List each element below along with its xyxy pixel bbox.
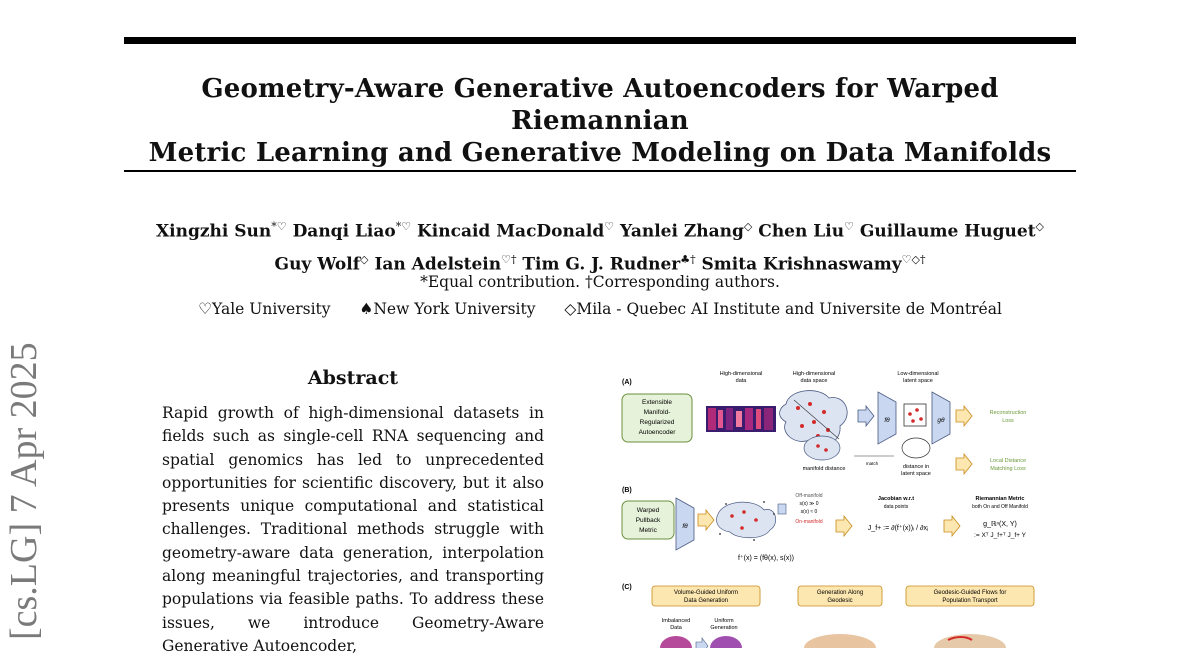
panel-a-tag: (A)	[622, 379, 632, 386]
panel-b-box-line: Warped	[636, 507, 660, 514]
arrow-icon	[858, 406, 874, 426]
panel-a-box-line: Manifold-	[643, 409, 671, 416]
jacobian-title: Jacobian w.r.t	[877, 496, 915, 502]
affiliation-yale: ♡Yale University	[198, 300, 331, 318]
author-mark: ◇	[360, 252, 369, 266]
hd-space-label: High-dimensional	[792, 371, 836, 377]
panel-b-box-line: Metric	[639, 527, 657, 534]
authors-line-1	[110, 213, 1090, 246]
manifold-distance-label: manifold distance	[802, 466, 846, 472]
s-function-box	[778, 504, 786, 514]
arrow-icon	[696, 638, 708, 648]
panel-b-box-line: Pullback	[635, 517, 661, 524]
arrow-icon	[836, 516, 852, 536]
author-name: Smita Krishnaswamy	[701, 254, 902, 275]
local-loss-label: Local Distance	[989, 458, 1027, 464]
decoder-label: gθ	[937, 417, 945, 424]
title-rule	[124, 170, 1076, 172]
hd-space-label: data space	[800, 378, 828, 384]
jacobian-subtitle: data points	[883, 504, 909, 510]
uniform-sphere	[710, 636, 742, 648]
author-mark: ♣†	[680, 252, 696, 266]
hd-data-label: High-dimensional	[719, 371, 763, 377]
imbalanced-sphere	[660, 636, 692, 648]
author-name: Tim G. J. Rudner	[522, 254, 681, 275]
ld-space-label: latent space	[903, 378, 933, 384]
affiliations	[124, 300, 1076, 318]
panel-a-box-line: Extensible	[642, 399, 672, 406]
panel-c-box-line: Generation Along	[816, 590, 864, 596]
riemannian-subtitle: both On and Off Manifold	[972, 504, 1028, 510]
author-mark: ♡†	[501, 252, 517, 266]
panel-c-box-line: Geodesic-Guided Flows for	[933, 590, 1007, 596]
off-manifold-label: Off-manifold	[795, 493, 823, 499]
data-point	[824, 448, 828, 452]
uniform-label: Generation	[710, 625, 738, 631]
local-loss-label: Matching Loss	[990, 466, 1026, 472]
heatmap-image	[706, 406, 776, 432]
author-list	[110, 213, 1090, 278]
affiliation-nyu: ♠New York University	[359, 300, 536, 318]
author-name: Kincaid MacDonald	[417, 221, 605, 242]
author-mark: ◇	[1035, 220, 1045, 233]
encoder-label: fθ	[884, 417, 890, 424]
panel-b-tag: (B)	[622, 487, 632, 494]
panel-a-box-line: Regularized	[639, 419, 675, 426]
contribution-note: *Equal contribution. †Corresponding authors.	[420, 273, 780, 291]
title-line-2: Metric Learning and Generative Modeling on Data Manifolds	[148, 138, 1052, 168]
author-name: Guy Wolf	[274, 254, 361, 275]
imbalanced-label: Imbalanced	[661, 618, 691, 624]
author-mark: ♡	[604, 220, 615, 233]
flow-torus	[934, 634, 1006, 648]
s-zero-label: s(x) ≈ 0	[800, 509, 818, 515]
panel-c-tag: (C)	[622, 584, 632, 591]
author-name: Danqi Liao	[292, 221, 396, 242]
affiliation-mila: ◇Mila - Quebec AI Institute and Universite de Montréal	[564, 300, 1002, 318]
riemannian-formula: := Xᵀ J_f+ᵀ J_f+ Y	[974, 532, 1026, 539]
arxiv-stamp: [cs.LG] 7 Apr 2025	[3, 342, 45, 640]
latent-distance-label: distance in	[902, 464, 930, 470]
latent-patch	[902, 438, 930, 458]
abstract-heading: Abstract	[307, 367, 399, 389]
fplus-formula: f⁺(x) = (fθ(x), s(x))	[738, 555, 794, 562]
title-line-1: Geometry-Aware Generative Autoencoders for Warped Riemannian	[201, 74, 999, 136]
patch-blob	[804, 436, 840, 460]
jacobian-formula: J_f+ := ∂(f⁺(x))ᵢ / ∂xⱼ	[867, 525, 929, 532]
latent-space-box	[904, 404, 926, 426]
panel-c-box-line: Volume-Guided Uniform	[673, 590, 739, 596]
author-mark: *♡	[271, 220, 287, 233]
latent-distance-label: latent space	[901, 471, 931, 477]
recon-loss-label: Loss	[1002, 418, 1014, 424]
panel-c-box-line: Data Generation	[683, 598, 729, 604]
arrow-icon	[956, 454, 972, 474]
panel-c-box-line: Geodesic	[827, 598, 853, 604]
riemannian-title: Riemannian Metric	[975, 496, 1025, 502]
arrow-icon	[956, 406, 972, 426]
warped-manifold	[717, 501, 776, 541]
arrow-icon	[698, 510, 714, 530]
panel-a-box-line: Autoencoder	[638, 429, 676, 436]
data-point	[816, 444, 820, 448]
paper-title	[124, 73, 1076, 169]
s-positive-label: s(x) ≫ 0	[799, 501, 819, 507]
uniform-label: Uniform	[714, 618, 734, 624]
geodesic-torus	[804, 634, 876, 648]
author-mark: ◇	[743, 220, 753, 233]
match-label: match	[865, 461, 879, 466]
author-name: Chen Liu	[758, 221, 845, 242]
imbalanced-label: Data	[670, 625, 682, 631]
author-mark: ♡	[844, 220, 854, 233]
author-mark: ♡◇†	[901, 252, 926, 266]
author-name: Ian Adelstein	[374, 254, 502, 275]
top-rule	[124, 37, 1076, 44]
abstract-text: Rapid growth of high-dimensional datasets in fields such as single-cell RNA sequencing and spatial genomics has led to unprecedented opportunities for scientific discovery, but it also presents unique computational and statistical challenges. Traditional methods struggle with geometry-aware data generation, interpolation along meaningful trajectories, and transporting populations via feasible paths. To address these issues, we introduce Geometry-Aware Generative Autoencoder,	[162, 404, 544, 655]
author-name: Yanlei Zhang	[620, 221, 744, 242]
recon-loss-label: Reconstruction	[989, 410, 1027, 416]
hd-data-label: data	[735, 378, 747, 384]
ld-space-label: Low-dimensional	[897, 371, 939, 377]
author-name: Xingzhi Sun	[155, 221, 272, 242]
panel-c-box-line: Population Transport	[942, 598, 998, 604]
on-manifold-label: On-manifold	[795, 519, 823, 525]
arrow-icon	[944, 516, 960, 536]
overview-figure	[614, 364, 1054, 648]
author-mark: *♡	[395, 220, 412, 233]
author-name: Guillaume Huguet	[859, 221, 1036, 242]
riemannian-formula: g_ℝⁿ(X, Y)	[983, 521, 1017, 528]
encoder-label: fθ	[682, 523, 688, 530]
